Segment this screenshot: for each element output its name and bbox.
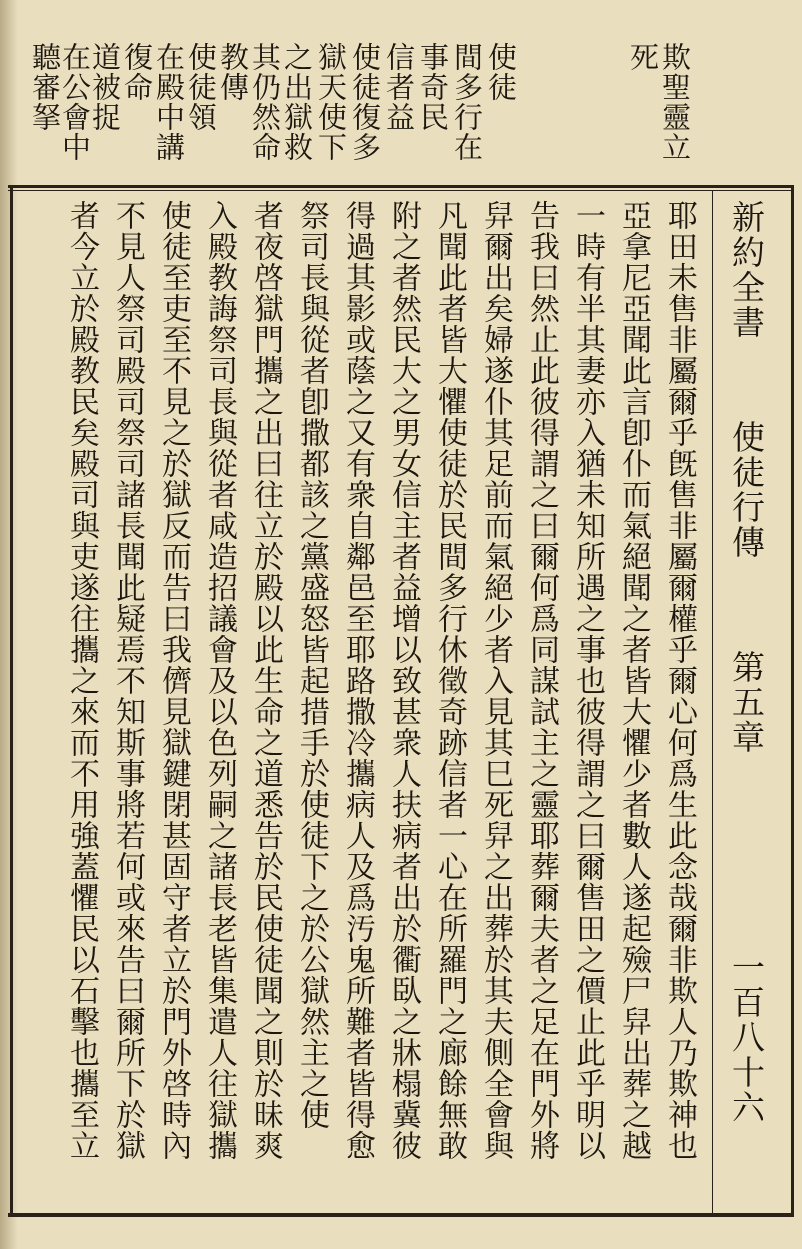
text-column: 亞拿尼亞聞此言卽仆而氣絕聞之者皆大懼少者數人遂起殮尸舁出葬之越 — [616, 200, 651, 1161]
margin-note-column: 復命 — [120, 42, 154, 102]
margin-note-column: 教傳 — [216, 42, 250, 102]
header-separator-rule — [712, 190, 713, 1214]
margin-note-column: 信者益 — [382, 42, 416, 132]
text-column: 凡聞此者皆大懼使徒於民間多行休徵奇跡信者一心在所羅門之廊餘無敢 — [432, 200, 467, 1161]
book-title: 新約全書 — [727, 200, 766, 340]
bottom-border-rule — [8, 1213, 794, 1217]
margin-note-column: 間多行在 — [450, 42, 484, 162]
text-column: 耶田未售非屬爾乎旣售非屬爾權乎爾心何爲生此念哉爾非欺人乃欺神也 — [662, 200, 697, 1161]
text-column: 一時有半其妻亦入猶未知所遇之事也彼得謂之曰爾售田之價止此乎明以 — [570, 200, 605, 1161]
text-column: 附之者然民大之男女信主者益增以致甚衆人扶病者出於衢臥之牀榻冀彼 — [386, 200, 421, 1161]
text-column: 告我曰然止此彼得謂之曰爾何爲同謀試主之靈耶葬爾夫者之足在門外將 — [524, 200, 559, 1161]
running-header — [718, 200, 778, 1210]
page-number: 一百八十六 — [727, 950, 766, 1125]
margin-note-column: 獄天使下 — [314, 42, 348, 162]
margin-note-column: 事奇民 — [416, 42, 450, 132]
text-column: 者今立於殿教民矣殿司與吏遂往攜之來而不用強蓋懼民以石擊也攜至立 — [64, 200, 99, 1161]
margin-note-column: 使徒復多 — [348, 42, 382, 162]
margin-note-column: 之出獄救 — [280, 42, 314, 162]
chapter-label: 第五章 — [727, 650, 766, 755]
text-column: 入殿教誨祭司長與從者咸造招議會及以色列嗣之諸長老皆集遣人往獄攜 — [202, 200, 237, 1161]
margin-note-column: 道被捉 — [88, 42, 122, 132]
margin-note-column: 在殿中講 — [152, 42, 186, 162]
text-column: 不見人祭司殿司祭司諸長聞此疑焉不知斯事將若何或來告曰爾所下於獄 — [110, 200, 145, 1161]
margin-note-column: 欺聖靈立 — [658, 42, 692, 162]
top-border-thin-rule — [8, 190, 794, 191]
margin-note-column: 聽審拏 — [28, 42, 62, 132]
section-title: 使徒行傳 — [727, 420, 766, 560]
margin-note-column: 使徒 — [484, 42, 518, 102]
top-border-rule — [8, 185, 794, 188]
text-column: 使徒至吏至不見之於獄反而告曰我儕見獄鍵閉甚固守者立於門外啓時內 — [156, 200, 191, 1161]
text-column: 舁爾出矣婦遂仆其足前而氣絕少者入見其巳死舁之出葬於其夫側全會與 — [478, 200, 513, 1161]
text-column: 得過其影或蔭之又有衆自鄰邑至耶路撒冷攜病人及爲汚鬼所難者皆得愈 — [340, 200, 375, 1161]
margin-note-column: 其仍然命 — [248, 42, 282, 162]
text-column: 者夜啓獄門攜之出曰往立於殿以此生命之道悉告於民使徒聞之則於昧爽 — [248, 200, 283, 1161]
right-border-rule — [791, 185, 794, 1217]
margin-note-column: 死 — [626, 42, 660, 72]
left-border-rule — [10, 185, 13, 1217]
text-column: 祭司長與從者卽撒都該之黨盛怒皆起措手於使徒下之於公獄然主之使 — [294, 200, 329, 1130]
margin-note-column: 在公會中 — [58, 42, 92, 162]
margin-note-column: 使徒領 — [184, 42, 218, 132]
